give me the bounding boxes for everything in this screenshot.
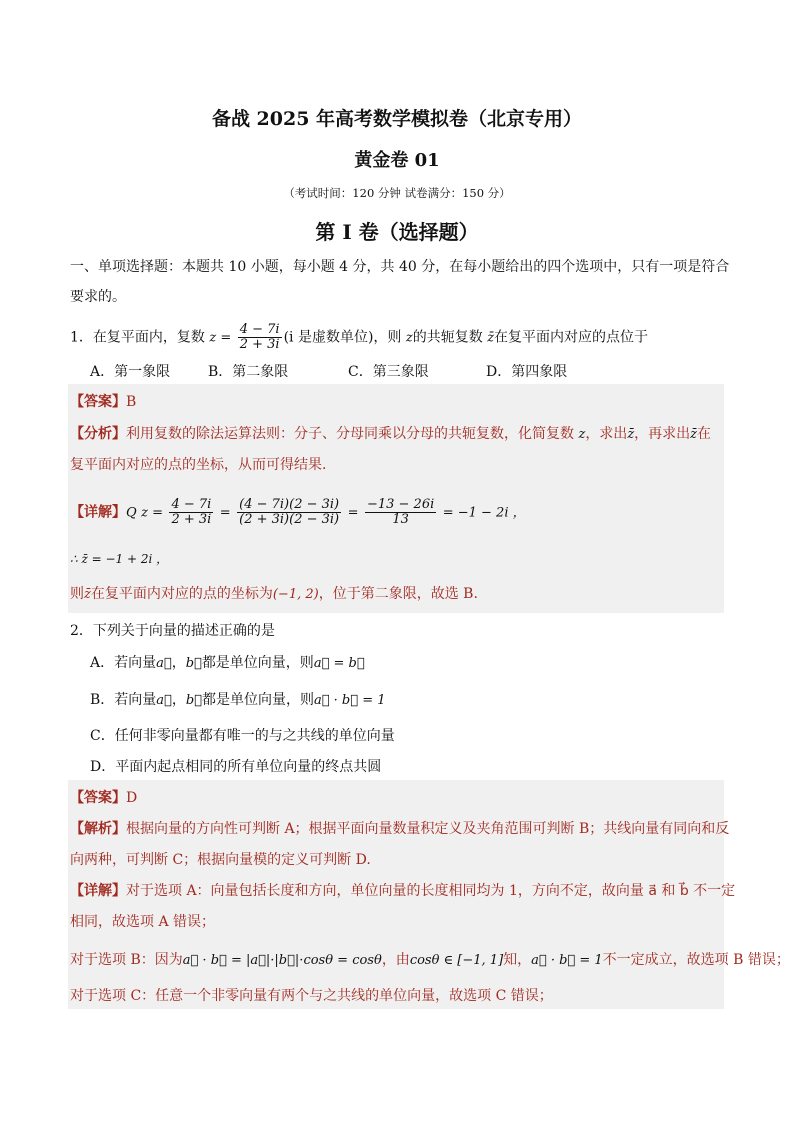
page-subtitle: 黄金卷 01 — [354, 150, 440, 171]
analysis-label: 【解析】 — [70, 821, 126, 837]
fraction-denominator: 2 + 3i — [239, 337, 280, 352]
fraction — [237, 498, 341, 527]
math-variable: z — [405, 330, 413, 346]
detail-line3 — [70, 950, 790, 971]
analysis-line2: 向两种，可判断 C；根据向量模的定义可判断 D. — [70, 852, 371, 868]
fraction-numerator: 4 − 7i — [239, 322, 280, 337]
question-text: 在复平面内，复数 — [92, 329, 205, 346]
math-expression: a⃗ · b⃗ = 1 — [531, 953, 603, 968]
math-vector: a⃗ — [156, 693, 172, 708]
option-text: 都是单位向量，则 — [201, 655, 314, 671]
detail-text: ，由 — [381, 952, 410, 968]
answer-value: B — [126, 394, 137, 410]
option-text: A．若向量 — [90, 655, 157, 671]
detail-text: 则 — [70, 586, 84, 602]
fraction — [365, 498, 436, 527]
analysis-text: ，再求出 — [634, 426, 691, 442]
math-point: (−1, 2) — [272, 587, 319, 602]
detail-line2: 相同，故选项 A 错误； — [70, 914, 216, 930]
fraction — [169, 498, 213, 527]
math-expression: a⃗ · b⃗ = 1 — [313, 693, 386, 708]
math-expression: a⃗ · b⃗ = |a⃗|·|b⃗|·cosθ = cosθ — [182, 953, 382, 968]
math-vector: b⃗ — [185, 656, 202, 671]
option-d: D．平面内起点相同的所有单位向量的终点共圆 — [90, 759, 382, 775]
question-1-options — [90, 361, 567, 381]
fraction — [238, 323, 282, 352]
analysis-text: 在 — [697, 426, 712, 442]
detail-label: 【详解】 — [70, 504, 126, 521]
fraction-numerator: 4 − 7i — [171, 497, 212, 512]
analysis-line2: 复平面内对应的点的坐标，从而可得结果. — [70, 457, 327, 473]
option-a — [90, 652, 365, 672]
option-c: C．任何非零向量都有唯一的与之共线的单位向量 — [90, 728, 395, 744]
option-c: C．第三象限 — [348, 364, 429, 380]
exam-info: （考试时间：120 分钟 试卷满分：150 分） — [283, 186, 511, 200]
option-text: B．若向量 — [90, 692, 157, 708]
question-number: 1． — [70, 329, 93, 346]
fraction-numerator: −13 − 26i — [366, 497, 435, 512]
question-2-stem — [70, 621, 275, 641]
question-text: (i 是虚数单位)，则 — [283, 329, 402, 346]
analysis-text: 根据向量的方向性可判断 A；根据平面向量数量积定义及夹角范围可判断 B；共线向量有同向和反 — [126, 821, 730, 837]
math-variable: z̄ — [487, 330, 495, 346]
question-number: 2． — [70, 623, 93, 639]
option-text: ， — [171, 692, 186, 708]
answer-value: D — [126, 790, 138, 806]
detail-line1 — [70, 498, 526, 527]
analysis-line1 — [70, 819, 729, 839]
math-expression: cosθ ∈ [−1, 1] — [409, 953, 504, 968]
part-title: 第 I 卷（选择题） — [315, 220, 479, 244]
analysis-label: 【分析】 — [70, 426, 126, 442]
detail-text: 不一定成立，故选项 B 错误； — [602, 952, 790, 968]
math-expression: z = — [141, 505, 163, 521]
detail-line1 — [70, 881, 735, 901]
option-d: D．第四象限 — [486, 364, 568, 380]
detail-text: 对于选项 B：因为 — [70, 952, 183, 968]
math-vector: b⃗ — [185, 693, 202, 708]
math-variable: z̄ — [84, 587, 91, 602]
analysis-text: 利用复数的除法运算法则：分子、分母同乘以分母的共轭复数，化简复数 — [126, 426, 574, 442]
detail-text: 对于选项 A：向量包括长度和方向，单位向量的长度相同均为 1，方向不定，故向量 a⃗ 和 b⃗ 不一定 — [126, 883, 736, 899]
option-b — [90, 689, 385, 709]
section-heading-line1: 一、单项选择题：本题共 10 小题，每小题 4 分，共 40 分，在每小题给出的四个选项中，只有一项是符合 — [70, 259, 730, 275]
analysis-line1 — [70, 424, 711, 445]
answer-label: 【答案】 — [70, 790, 126, 806]
math-vector: a⃗ — [156, 656, 172, 671]
option-a: A．第一象限 — [90, 364, 171, 380]
math-symbol: Q — [126, 505, 137, 521]
analysis-text: ，求出 — [585, 426, 628, 442]
detail-text: ，位于第二象限，故选 B. — [318, 586, 478, 602]
detail-text: 知， — [503, 952, 532, 968]
math-operator: = — [219, 505, 231, 521]
section-heading-line2: 要求的。 — [70, 289, 126, 305]
fraction-denominator: 2 + 3i — [171, 512, 212, 527]
question-1-stem — [70, 323, 648, 352]
answer-line — [70, 392, 136, 412]
math-variable: z — [578, 427, 586, 442]
fraction-numerator: (4 − 7i)(2 − 3i) — [239, 497, 340, 512]
answer-line — [70, 788, 137, 808]
detail-line3 — [70, 584, 478, 605]
answer-label: 【答案】 — [70, 394, 126, 410]
math-expression: = −1 − 2i ， — [442, 505, 526, 521]
math-variable: z̄ — [690, 427, 698, 442]
fraction-denominator: (2 + 3i)(2 − 3i) — [239, 512, 340, 527]
fraction-denominator: 13 — [392, 512, 409, 527]
option-b: B．第二象限 — [208, 364, 289, 380]
option-text: 都是单位向量，则 — [201, 692, 314, 708]
detail-line4: 对于选项 C：任意一个非零向量有两个与之共线的单位向量，故选项 C 错误； — [70, 988, 553, 1004]
option-text: ， — [171, 655, 186, 671]
math-expression: z = — [209, 330, 232, 346]
page-title: 备战 2025 年高考数学模拟卷（北京专用） — [211, 108, 583, 130]
detail-line2: ∴ z̄ = −1 + 2i ， — [70, 552, 169, 566]
question-text: 的共轭复数 — [412, 329, 483, 346]
question-text: 下列关于向量的描述正确的是 — [92, 623, 275, 639]
math-expression: a⃗ = b⃗ — [313, 656, 365, 671]
detail-text: 在复平面内对应的点的坐标为 — [90, 586, 273, 602]
detail-label: 【详解】 — [70, 883, 126, 899]
math-operator: = — [347, 505, 359, 521]
question-text: 在复平面内对应的点位于 — [494, 329, 649, 346]
math-variable: z̄ — [627, 427, 635, 442]
